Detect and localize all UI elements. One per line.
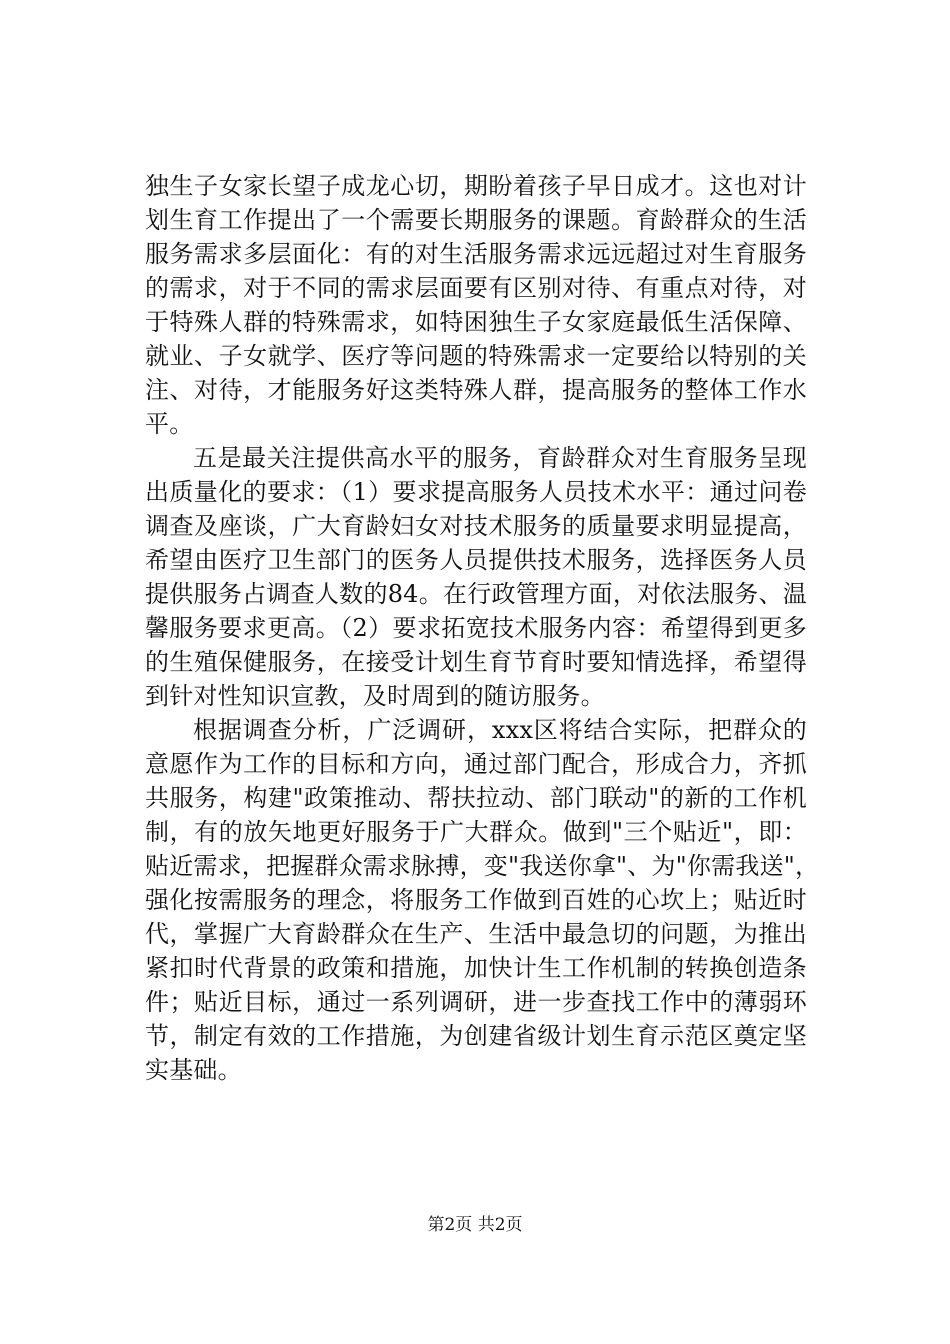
paragraph-3 bbox=[145, 713, 820, 1087]
text-line: 注、对待，才能服务好这类特殊人群，提高服务的整体工作水 bbox=[145, 376, 807, 404]
text-line: 就业、子女就学、医疗等问题的特殊需求一定要给以特别的关 bbox=[145, 342, 807, 370]
text-line: 调查及座谈，广大育龄妇女对技术服务的质量要求明显提高， bbox=[145, 512, 807, 540]
text-line: 意愿作为工作的目标和方向，通过部门配合，形成合力，齐抓 bbox=[145, 750, 807, 778]
text-line: 共服务，构建"政策推动、帮扶拉动、部门联动"的新的工作机 bbox=[145, 784, 807, 812]
text-line: 实基础。 bbox=[145, 1056, 242, 1084]
text-line: 制，有的放矢地更好服务于广大群众。做到"三个贴近"，即： bbox=[145, 818, 807, 846]
text-line: 平。 bbox=[145, 410, 194, 438]
text-line: 强化按需服务的理念，将服务工作做到百姓的心坎上；贴近时 bbox=[145, 886, 807, 914]
text-line: 节，制定有效的工作措施，为创建省级计划生育示范区奠定坚 bbox=[145, 1022, 807, 1050]
page-number-footer: 第2页 共2页 bbox=[427, 1215, 523, 1235]
paragraph-1 bbox=[145, 169, 807, 441]
text-line: 件；贴近目标，通过一系列调研，进一步查找工作中的薄弱环 bbox=[145, 988, 807, 1016]
text-line: 到针对性知识宣教，及时周到的随访服务。 bbox=[145, 682, 605, 710]
text-line: 提供服务占调查人数的84。在行政管理方面，对依法服务、温 bbox=[145, 580, 807, 608]
paragraph-2 bbox=[145, 441, 807, 713]
text-line: 馨服务要求更高。（2）要求拓宽技术服务内容：希望得到更多 bbox=[145, 614, 807, 642]
text-line: 服务需求多层面化：有的对生活服务需求远远超过对生育服务 bbox=[145, 240, 807, 268]
text-line: 希望由医疗卫生部门的医务人员提供技术服务，选择医务人员 bbox=[145, 546, 807, 574]
text-line: 于特殊人群的特殊需求，如特困独生子女家庭最低生活保障、 bbox=[145, 308, 807, 336]
text-line: 出质量化的要求：（1）要求提高服务人员技术水平：通过问卷 bbox=[145, 478, 807, 506]
text-line: 根据调查分析，广泛调研，xxx区将结合实际，把群众的 bbox=[193, 716, 807, 744]
text-line: 紧扣时代背景的政策和措施，加快计生工作机制的转换创造条 bbox=[145, 954, 807, 982]
text-line: 五是最关注提供高水平的服务，育龄群众对生育服务呈现 bbox=[193, 444, 807, 472]
text-line: 贴近需求，把握群众需求脉搏，变"我送你拿"、为"你需我送"， bbox=[145, 852, 820, 880]
text-line: 独生子女家长望子成龙心切，期盼着孩子早日成才。这也对计 bbox=[145, 172, 807, 200]
text-line: 划生育工作提出了一个需要长期服务的课题。育龄群众的生活 bbox=[145, 206, 807, 234]
text-line: 的需求，对于不同的需求层面要有区别对待、有重点对待，对 bbox=[145, 274, 807, 302]
document-body bbox=[145, 169, 820, 1087]
text-line: 代，掌握广大育龄群众在生产、生活中最急切的问题，为推出 bbox=[145, 920, 807, 948]
text-line: 的生殖保健服务，在接受计划生育节育时要知情选择，希望得 bbox=[145, 648, 807, 676]
